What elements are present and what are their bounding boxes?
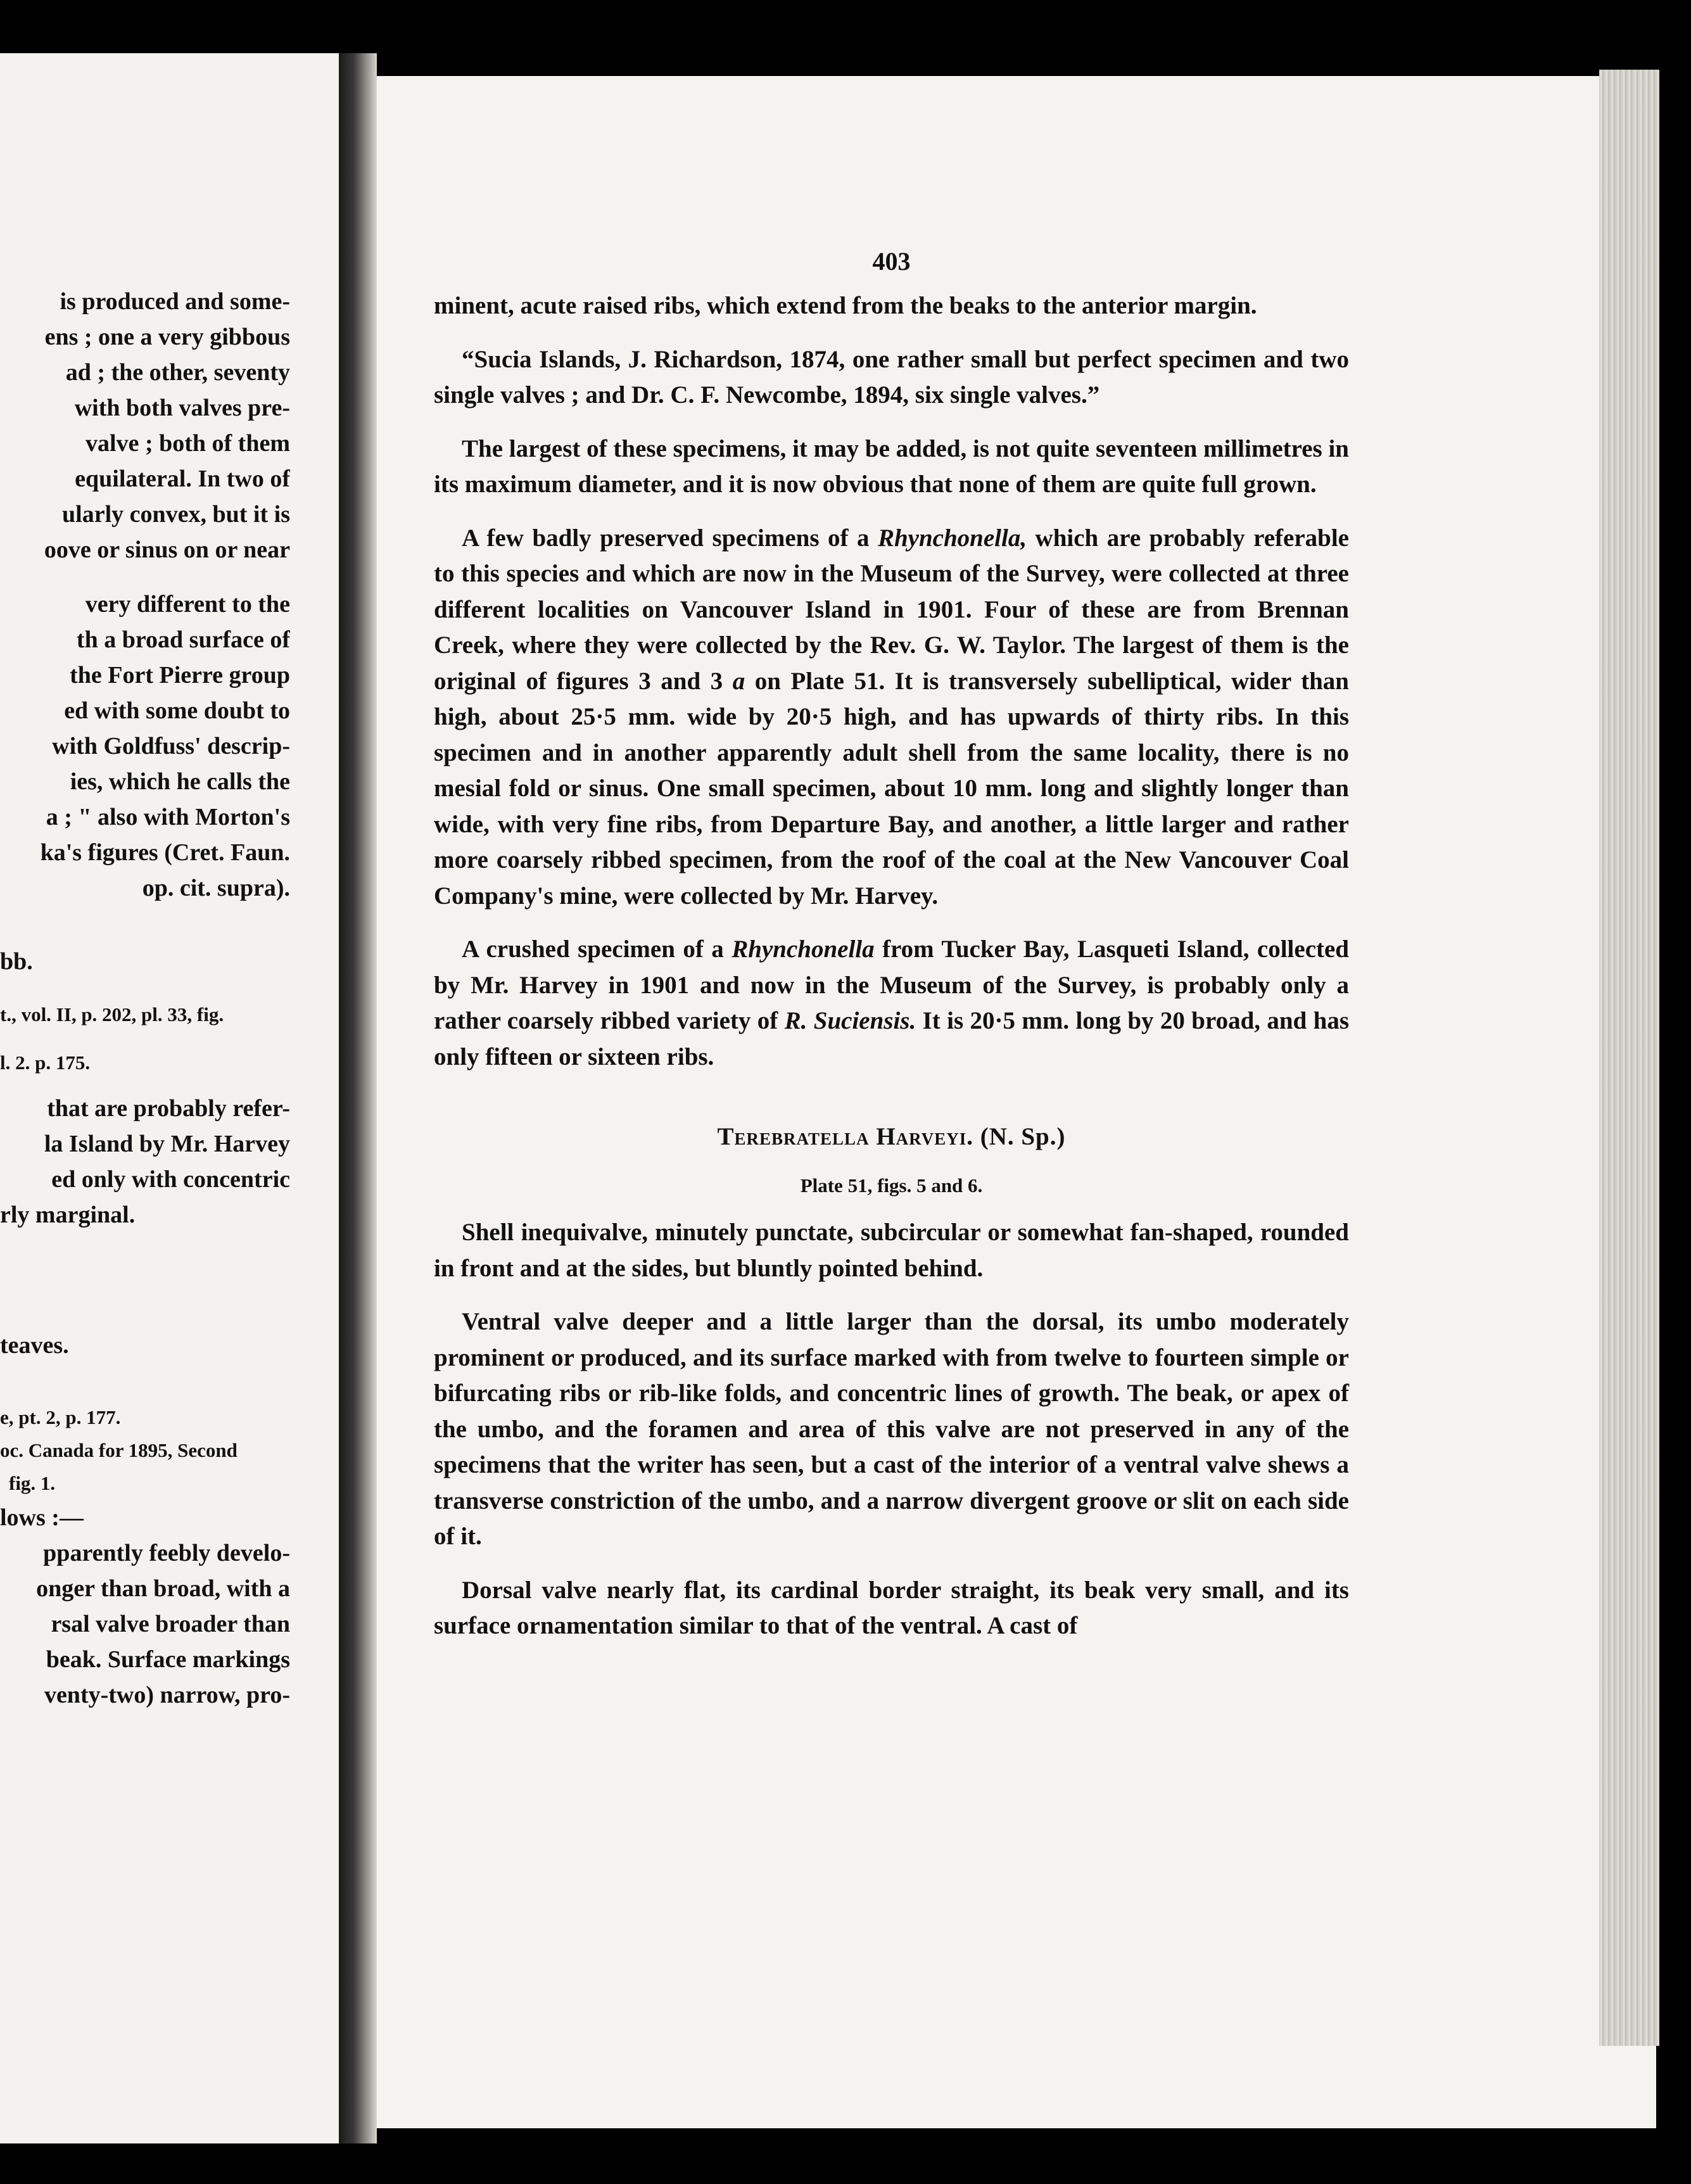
text-run: A few badly preserved specimens of a <box>462 524 878 552</box>
paragraph <box>434 521 1349 915</box>
text-line: with Goldfuss' descrip- <box>52 733 290 759</box>
text-line: op. cit. supra). <box>142 875 290 901</box>
text-line: is produced and some- <box>60 288 290 315</box>
text-line: ad ; the other, seventy <box>65 359 290 386</box>
text-line: ed only with concentric <box>51 1166 290 1193</box>
reference-line: e, pt. 2, p. 177. <box>0 1406 121 1428</box>
text-run: on Plate 51. It is transversely subelliptical, wider than high, about 25·5 mm. wide by 20·5 high, and has upwards of thirty ribs. In this specimen and in another apparently adult shell from the same locality, there is no mesial fold or sinus. One small specimen, about 10 mm. long and slightly longer than wide, with very fine ribs, from Departure Bay, and another, a little larger and rather more coarsely ribbed specimen, from the roof of the coal at the New Vancouver Coal Company's mine, were collected by Mr. Harvey. <box>434 667 1350 910</box>
text-line: pparently feebly develo- <box>43 1540 290 1566</box>
paragraph <box>434 932 1349 1075</box>
species-title: Terebratella Harveyi. <box>717 1123 973 1150</box>
text-line: la Island by Mr. Harvey <box>44 1131 290 1157</box>
reference-line: t., vol. II, p. 202, pl. 33, fig. <box>0 1003 224 1025</box>
paragraph: Shell inequivalve, minutely punctate, subcircular or somewhat fan-shaped, rounded in front and at the sides, but bluntly pointed behind. <box>434 1219 1349 1282</box>
page-number: 403 <box>872 247 911 276</box>
text-line: lows :— <box>0 1504 84 1531</box>
text-line: rsal valve broader than <box>51 1611 290 1637</box>
species-name: R. Suciensis. <box>784 1007 916 1034</box>
text-run: which are probably referable to this species and which are now in the Museum of the Survey, were collected at three different localities on Vancouver Island in 1901. Four of these are from Brennan Creek, where they were collected by the Rev. G. W. Taylor. The largest of them is the original of figures 3 and 3 <box>434 524 1349 695</box>
paragraph: The largest of these specimens, it may be added, is not quite seventeen millimetres in its maximum diameter, and it is now obvious that none of them are quite full grown. <box>434 435 1349 498</box>
figure-letter: a <box>732 667 745 695</box>
text-line: with both valves pre- <box>74 395 290 421</box>
text-line: bb. <box>0 948 33 975</box>
text-run: It is 20·5 mm. long by 20 broad, and has only fifteen or sixteen ribs. <box>434 1007 1349 1070</box>
reference-line: oc. Canada for 1895, Second <box>0 1439 238 1461</box>
text-line: th a broad surface of <box>76 626 290 653</box>
species-status: (N. Sp.) <box>973 1123 1066 1150</box>
right-page <box>377 76 1656 2128</box>
reference-line: fig. 1. <box>9 1472 56 1494</box>
text-line: venty-two) narrow, pro- <box>44 1682 290 1708</box>
text-line: equilateral. In two of <box>75 466 290 492</box>
genus-name: Rhynchonella, <box>877 524 1027 552</box>
reference-line: l. 2. p. 175. <box>0 1051 91 1074</box>
text-line: ka's figures (Cret. Faun. <box>40 839 290 866</box>
paragraph: Dorsal valve nearly flat, its cardinal border straight, its beak very small, and its surface ornamentation similar to that of the ventral. A cast of <box>434 1576 1349 1639</box>
text-line: ed with some doubt to <box>64 697 290 724</box>
text-line: a ; " also with Morton's <box>46 804 290 830</box>
paragraph: Ventral valve deeper and a little larger than the dorsal, its umbo moderately prominent or produced, and its surface marked with from twelve to fourteen simple or bifurcating ribs or rib-like folds, and concentric lines of growth. The beak, or apex of the umbo, and the foramen and area of this valve are not preserved in any of the specimens that the writer has seen, but a cast of the interior of a ventral valve shews a transverse constriction of the umbo, and a narrow divergent groove or slit on each side of it. <box>434 1308 1349 1550</box>
book-gutter <box>339 53 377 2143</box>
section-heading <box>434 1119 1349 1155</box>
text-line: valve ; both of them <box>86 430 290 457</box>
text-line: rly marginal. <box>0 1202 136 1228</box>
text-line: that are probably refer- <box>47 1095 290 1122</box>
text-line: teaves. <box>0 1332 69 1359</box>
plate-reference: Plate 51, figs. 5 and 6. <box>800 1174 983 1197</box>
text-line: oove or sinus on or near <box>44 536 290 563</box>
text-line: very different to the <box>85 591 290 618</box>
right-page-text <box>434 288 1349 1662</box>
left-page-text <box>0 284 290 1713</box>
text-line: beak. Surface markings <box>46 1646 290 1673</box>
paragraph: minent, acute raised ribs, which extend from the beaks to the anterior margin. <box>434 292 1257 319</box>
paragraph: “Sucia Islands, J. Richardson, 1874, one rather small but perfect specimen and two single valves ; and Dr. C. F. Newcombe, 1894, six single valves.” <box>434 345 1349 409</box>
genus-name: Rhynchonella <box>732 936 875 963</box>
text-run: from Tucker Bay, Lasqueti Island, collected by Mr. Harvey in 1901 and now in the Museum of the Survey, is probably only a rather coarsely ribbed variety of <box>434 936 1349 1034</box>
text-line: ies, which he calls the <box>70 768 290 795</box>
left-page <box>0 53 339 2143</box>
text-line: ularly convex, but it is <box>62 501 290 528</box>
page-stack-edge <box>1599 70 1659 2046</box>
text-line: onger than broad, with a <box>36 1575 290 1602</box>
text-run: A crushed specimen of a <box>462 936 732 963</box>
text-line: ens ; one a very gibbous <box>44 324 290 350</box>
text-line: the Fort Pierre group <box>70 662 290 689</box>
